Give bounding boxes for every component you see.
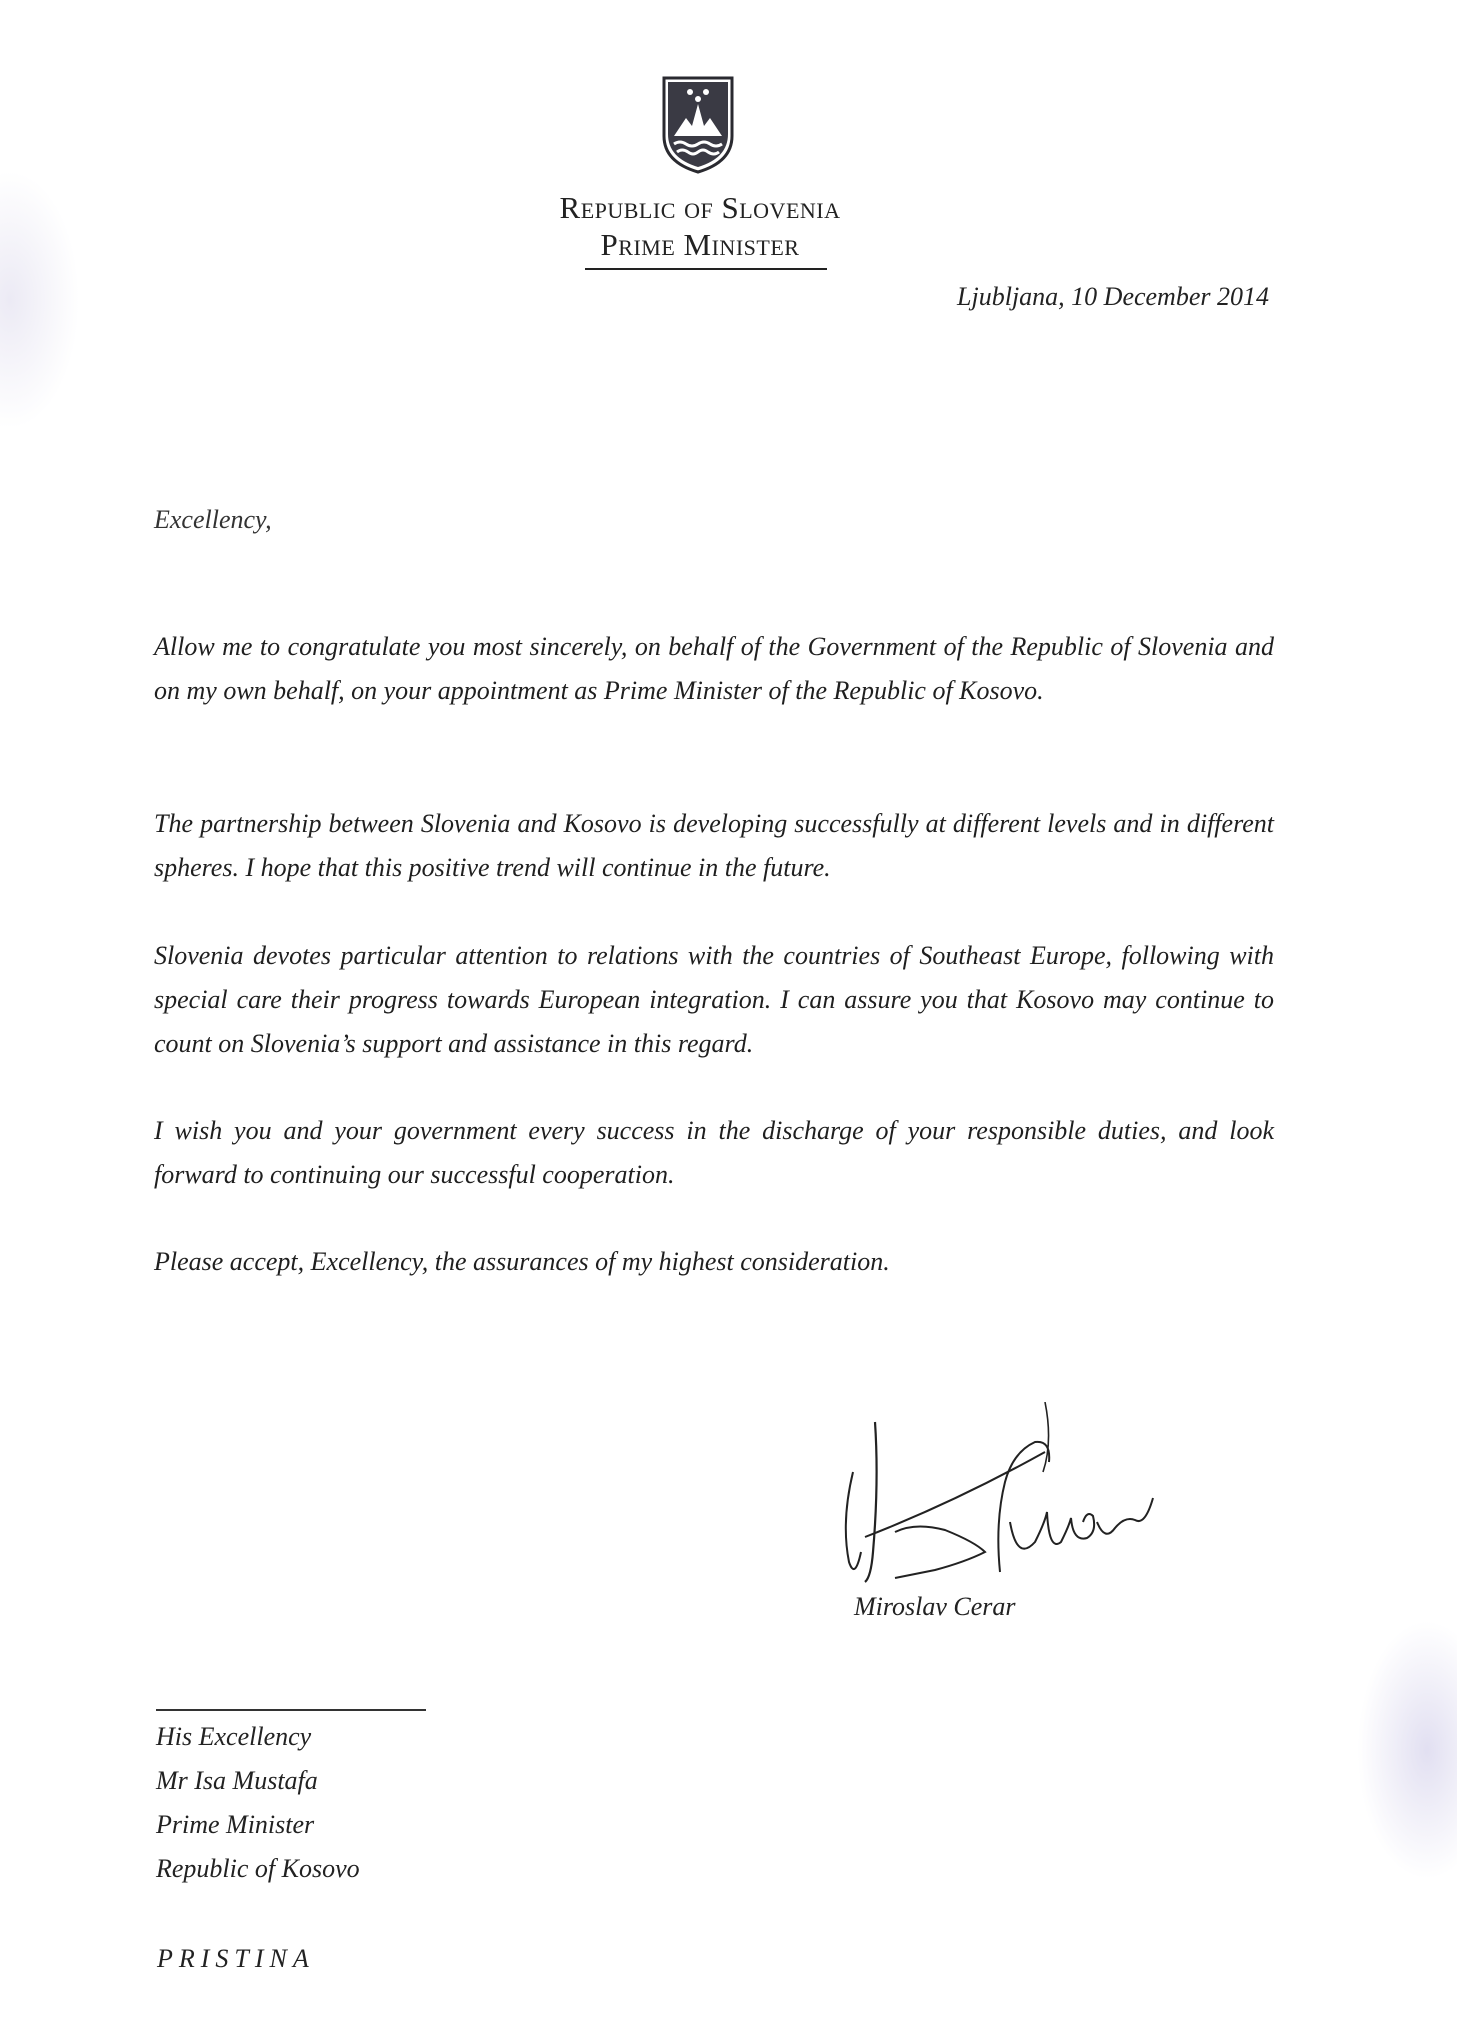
letter-paragraph-1: Allow me to congratulate you most sincerely, on behalf of the Government of the Republic of Slovenia and on my own behalf, on your appointment as Prime Minister of the Republic of Kosovo. xyxy=(154,632,1274,705)
letterhead-country: Republic of Slovenia xyxy=(559,190,841,225)
slovenia-coat-of-arms-icon xyxy=(660,74,736,174)
recipient-divider xyxy=(156,1709,426,1711)
salutation: Excellency, xyxy=(154,505,272,534)
handwritten-signature xyxy=(835,1402,1175,1592)
recipient-city: PRISTINA xyxy=(157,1944,315,1973)
letter-date: Ljubljana, 10 December 2014 xyxy=(957,282,1269,311)
recipient-line: Republic of Kosovo xyxy=(156,1854,360,1883)
recipient-line: Mr Isa Mustafa xyxy=(156,1766,318,1795)
letter-paragraph-5: Please accept, Excellency, the assurances of my highest consideration. xyxy=(154,1247,890,1276)
letter-paragraph-3: Slovenia devotes particular attention to relations with the countries of Southeast Europe, following with special care their progress towards European integration. I can assure you that Kosovo may continue to count on Slovenia’s support and assistance in this regard. xyxy=(154,941,1274,1058)
signer-name: Miroslav Cerar xyxy=(854,1592,1016,1621)
paper-shadow-right xyxy=(1357,1620,1457,1880)
letterhead-divider xyxy=(585,268,827,270)
paper-shadow-left xyxy=(0,170,80,430)
letter-paragraph-2: The partnership between Slovenia and Kosovo is developing successfully at different levels and in different spheres. I hope that this positive trend will continue in the future. xyxy=(154,809,1274,882)
recipient-line: His Excellency xyxy=(156,1722,312,1751)
recipient-line: Prime Minister xyxy=(156,1810,315,1839)
letter-paragraph-4: I wish you and your government every success in the discharge of your responsible duties, and look forward to continuing our successful cooperation. xyxy=(154,1116,1274,1189)
letterhead-office: Prime Minister xyxy=(600,227,800,262)
